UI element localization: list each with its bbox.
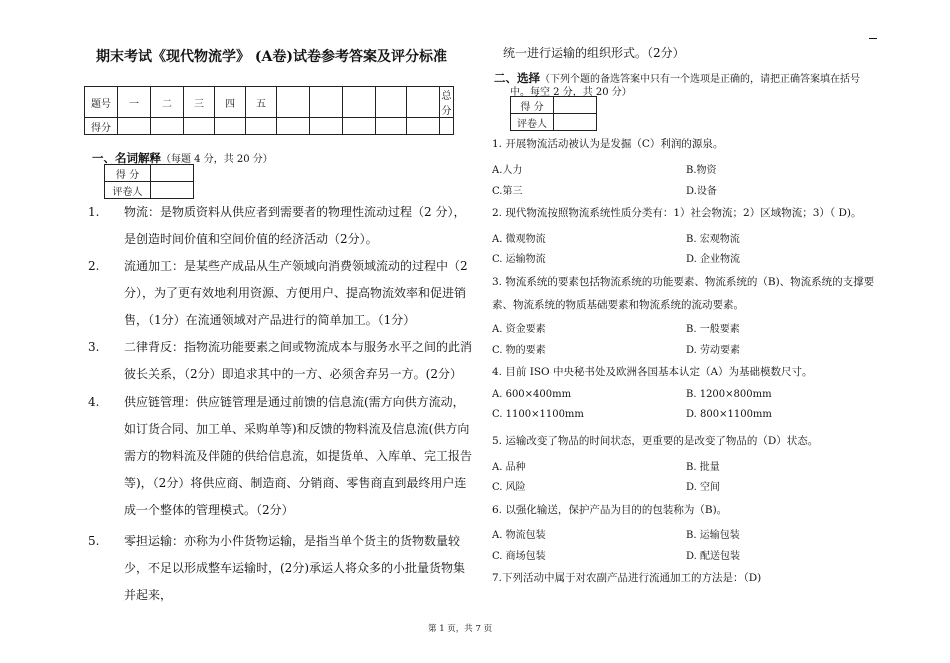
option-d: D. 800×1100mm — [686, 409, 772, 420]
score-value-cell: 得分 — [85, 118, 118, 135]
score-value-cell — [277, 118, 310, 135]
option-a: A. 微观物流 — [492, 234, 546, 245]
item-text: 二律背反：指物流功能要素之间或物流成本与服务水平之间的此消彼长关系，（2分）即追求其中的一方、必须舍弃另一方。(2分） — [124, 340, 473, 381]
question-5: 5. 运输改变了物品的时间状态，更重要的是改变了物品的（D）状态。 — [492, 435, 819, 447]
option-c: C. 物的要素 — [492, 345, 546, 356]
score-header-cell: 一 — [118, 87, 151, 118]
definition-item-3 — [88, 334, 476, 388]
option-c: C. 商场包装 — [492, 551, 546, 562]
continuation-line: 统一进行运输的组织形式。（2分） — [503, 46, 685, 60]
option-d: D. 企业物流 — [686, 254, 741, 265]
score-value-cell — [184, 118, 215, 135]
item-number: 5. — [88, 534, 100, 548]
score-header-cell: 题号 — [85, 87, 118, 118]
definition-item-2 — [88, 253, 476, 334]
score-value-cell — [376, 118, 407, 135]
option-a: A. 品种 — [492, 462, 526, 473]
definition-item-5 — [88, 528, 476, 609]
definition-item-1 — [88, 199, 476, 253]
score-header-cell: 总分 — [440, 87, 454, 118]
score-table-value-row — [85, 118, 454, 135]
option-c: C. 1100×1100mm — [492, 409, 584, 420]
option-d: D. 劳动要素 — [686, 345, 741, 356]
option-c: C. 风险 — [492, 482, 526, 493]
item-text: 物流：是物质资料从供应者到需要者的物理性流动过程（2 分），是创造时间价值和空间价值的经济活动（2分）。 — [124, 205, 466, 246]
question-4: 4. 目前 ISO 中央秘书处及欧洲各国基本认定（A）为基础模数尺寸。 — [492, 366, 813, 378]
option-a: A. 600×400mm — [492, 389, 572, 400]
score-header-cell — [310, 87, 343, 118]
score-cell — [151, 165, 194, 182]
option-c: C.第三 — [492, 186, 523, 197]
question-1: 1. 开展物流活动被认为是发掘（C）利润的源泉。 — [492, 138, 724, 150]
question-3-line-2: 素、物流系统的物质基础要素和物流系统的流动要素。 — [492, 299, 744, 311]
score-value-cell — [440, 118, 454, 135]
section2-note-2: 中。每空 2 分，共 20 分） — [510, 87, 632, 98]
option-b: B. 一般要素 — [686, 324, 740, 335]
grader-label: 评卷人 — [511, 114, 554, 131]
score-header-cell — [407, 87, 440, 118]
section1-scorer-box — [104, 164, 194, 199]
score-table — [84, 86, 454, 135]
option-a: A. 物流包装 — [492, 530, 546, 541]
score-header-cell — [343, 87, 376, 118]
option-b: B. 1200×800mm — [686, 389, 772, 400]
score-value-cell — [343, 118, 376, 135]
score-table-header-row — [85, 87, 454, 118]
score-header-cell — [277, 87, 310, 118]
question-6: 6. 以强化输送，保护产品为目的的包装称为（B)。 — [492, 504, 728, 516]
score-label: 得 分 — [511, 97, 554, 114]
score-header-cell — [376, 87, 407, 118]
score-cell — [554, 97, 597, 114]
option-d: D. 空间 — [686, 482, 721, 493]
section1-title: 一、名词解释 — [92, 151, 161, 165]
item-text: 流通加工：是某些产成品从生产领域向消费领域流动的过程中（2分），为了更有效地利用资源、方便用户、提高物流效率和促进销售，（1分）在流通领域对产品进行的简单加工。（1分） — [124, 259, 468, 327]
item-number: 2. — [88, 259, 100, 273]
option-d: D. 配送包装 — [686, 551, 741, 562]
option-b: B.物资 — [686, 165, 717, 176]
option-d: D.设备 — [686, 186, 717, 197]
score-header-cell: 二 — [151, 87, 184, 118]
score-value-cell — [215, 118, 246, 135]
score-label: 得 分 — [105, 165, 151, 182]
definition-item-4 — [88, 389, 476, 524]
score-value-cell — [310, 118, 343, 135]
question-2: 2. 现代物流按照物流系统性质分类有：1）社会物流；2）区域物流；3）（ D)。 — [492, 207, 862, 219]
question-7: 7.下列活动中属于对农副产品进行流通加工的方法是：（D) — [492, 572, 762, 584]
section1-note: （每题 4 分，共 20 分） — [161, 154, 273, 165]
page-footer: 第 1 页，共 7 页 — [428, 624, 493, 634]
section2-note-1: （下列个题的备选答案中只有一个选项是正确的，请把正确答案填在括号 — [540, 74, 860, 85]
option-b: B. 运输包装 — [686, 530, 740, 541]
option-b: B. 宏观物流 — [686, 234, 740, 245]
score-value-cell — [118, 118, 151, 135]
item-number: 4. — [88, 395, 100, 409]
score-value-cell — [246, 118, 277, 135]
corner-mark — [869, 38, 877, 39]
item-number: 3. — [88, 340, 100, 354]
item-text: 供应链管理：供应链管理是通过前馈的信息流(需方向供方流动，如订货合同、加工单、采购单等)和反馈的物料流及信息流(供方向需方的物料流及伴随的供给信息流，如提货单、入库单、完工报告等)，（2分）将供应商、制造商、分销商、零售商直到最终用户连成一个整体的管理模式。（2分） — [124, 395, 473, 517]
section2-scorer-box — [510, 96, 597, 131]
section2-title: 二、选择 — [494, 71, 540, 85]
item-text: 零担运输：亦称为小件货物运输，是指当单个货主的货物数量较少，不足以形成整车运输时，(2分)承运人将众多的小批量货物集并起来， — [124, 534, 466, 602]
page-title: 期末考试《现代物流学》 (A卷)试卷参考答案及评分标准 — [96, 49, 447, 65]
question-3-line-1: 3. 物流系统的要素包括物流系统的功能要素、物流系统的（B)、物流系统的支撑要 — [492, 276, 875, 288]
grader-cell — [151, 182, 194, 199]
score-value-cell — [151, 118, 184, 135]
score-value-cell — [407, 118, 440, 135]
item-number: 1. — [88, 205, 100, 219]
grader-cell — [554, 114, 597, 131]
score-header-cell: 三 — [184, 87, 215, 118]
option-b: B. 批量 — [686, 462, 720, 473]
option-a: A.人力 — [492, 165, 523, 176]
option-c: C. 运输物流 — [492, 254, 546, 265]
option-a: A. 资金要素 — [492, 324, 546, 335]
score-header-cell: 四 — [215, 87, 246, 118]
score-header-cell: 五 — [246, 87, 277, 118]
grader-label: 评卷人 — [105, 182, 151, 199]
